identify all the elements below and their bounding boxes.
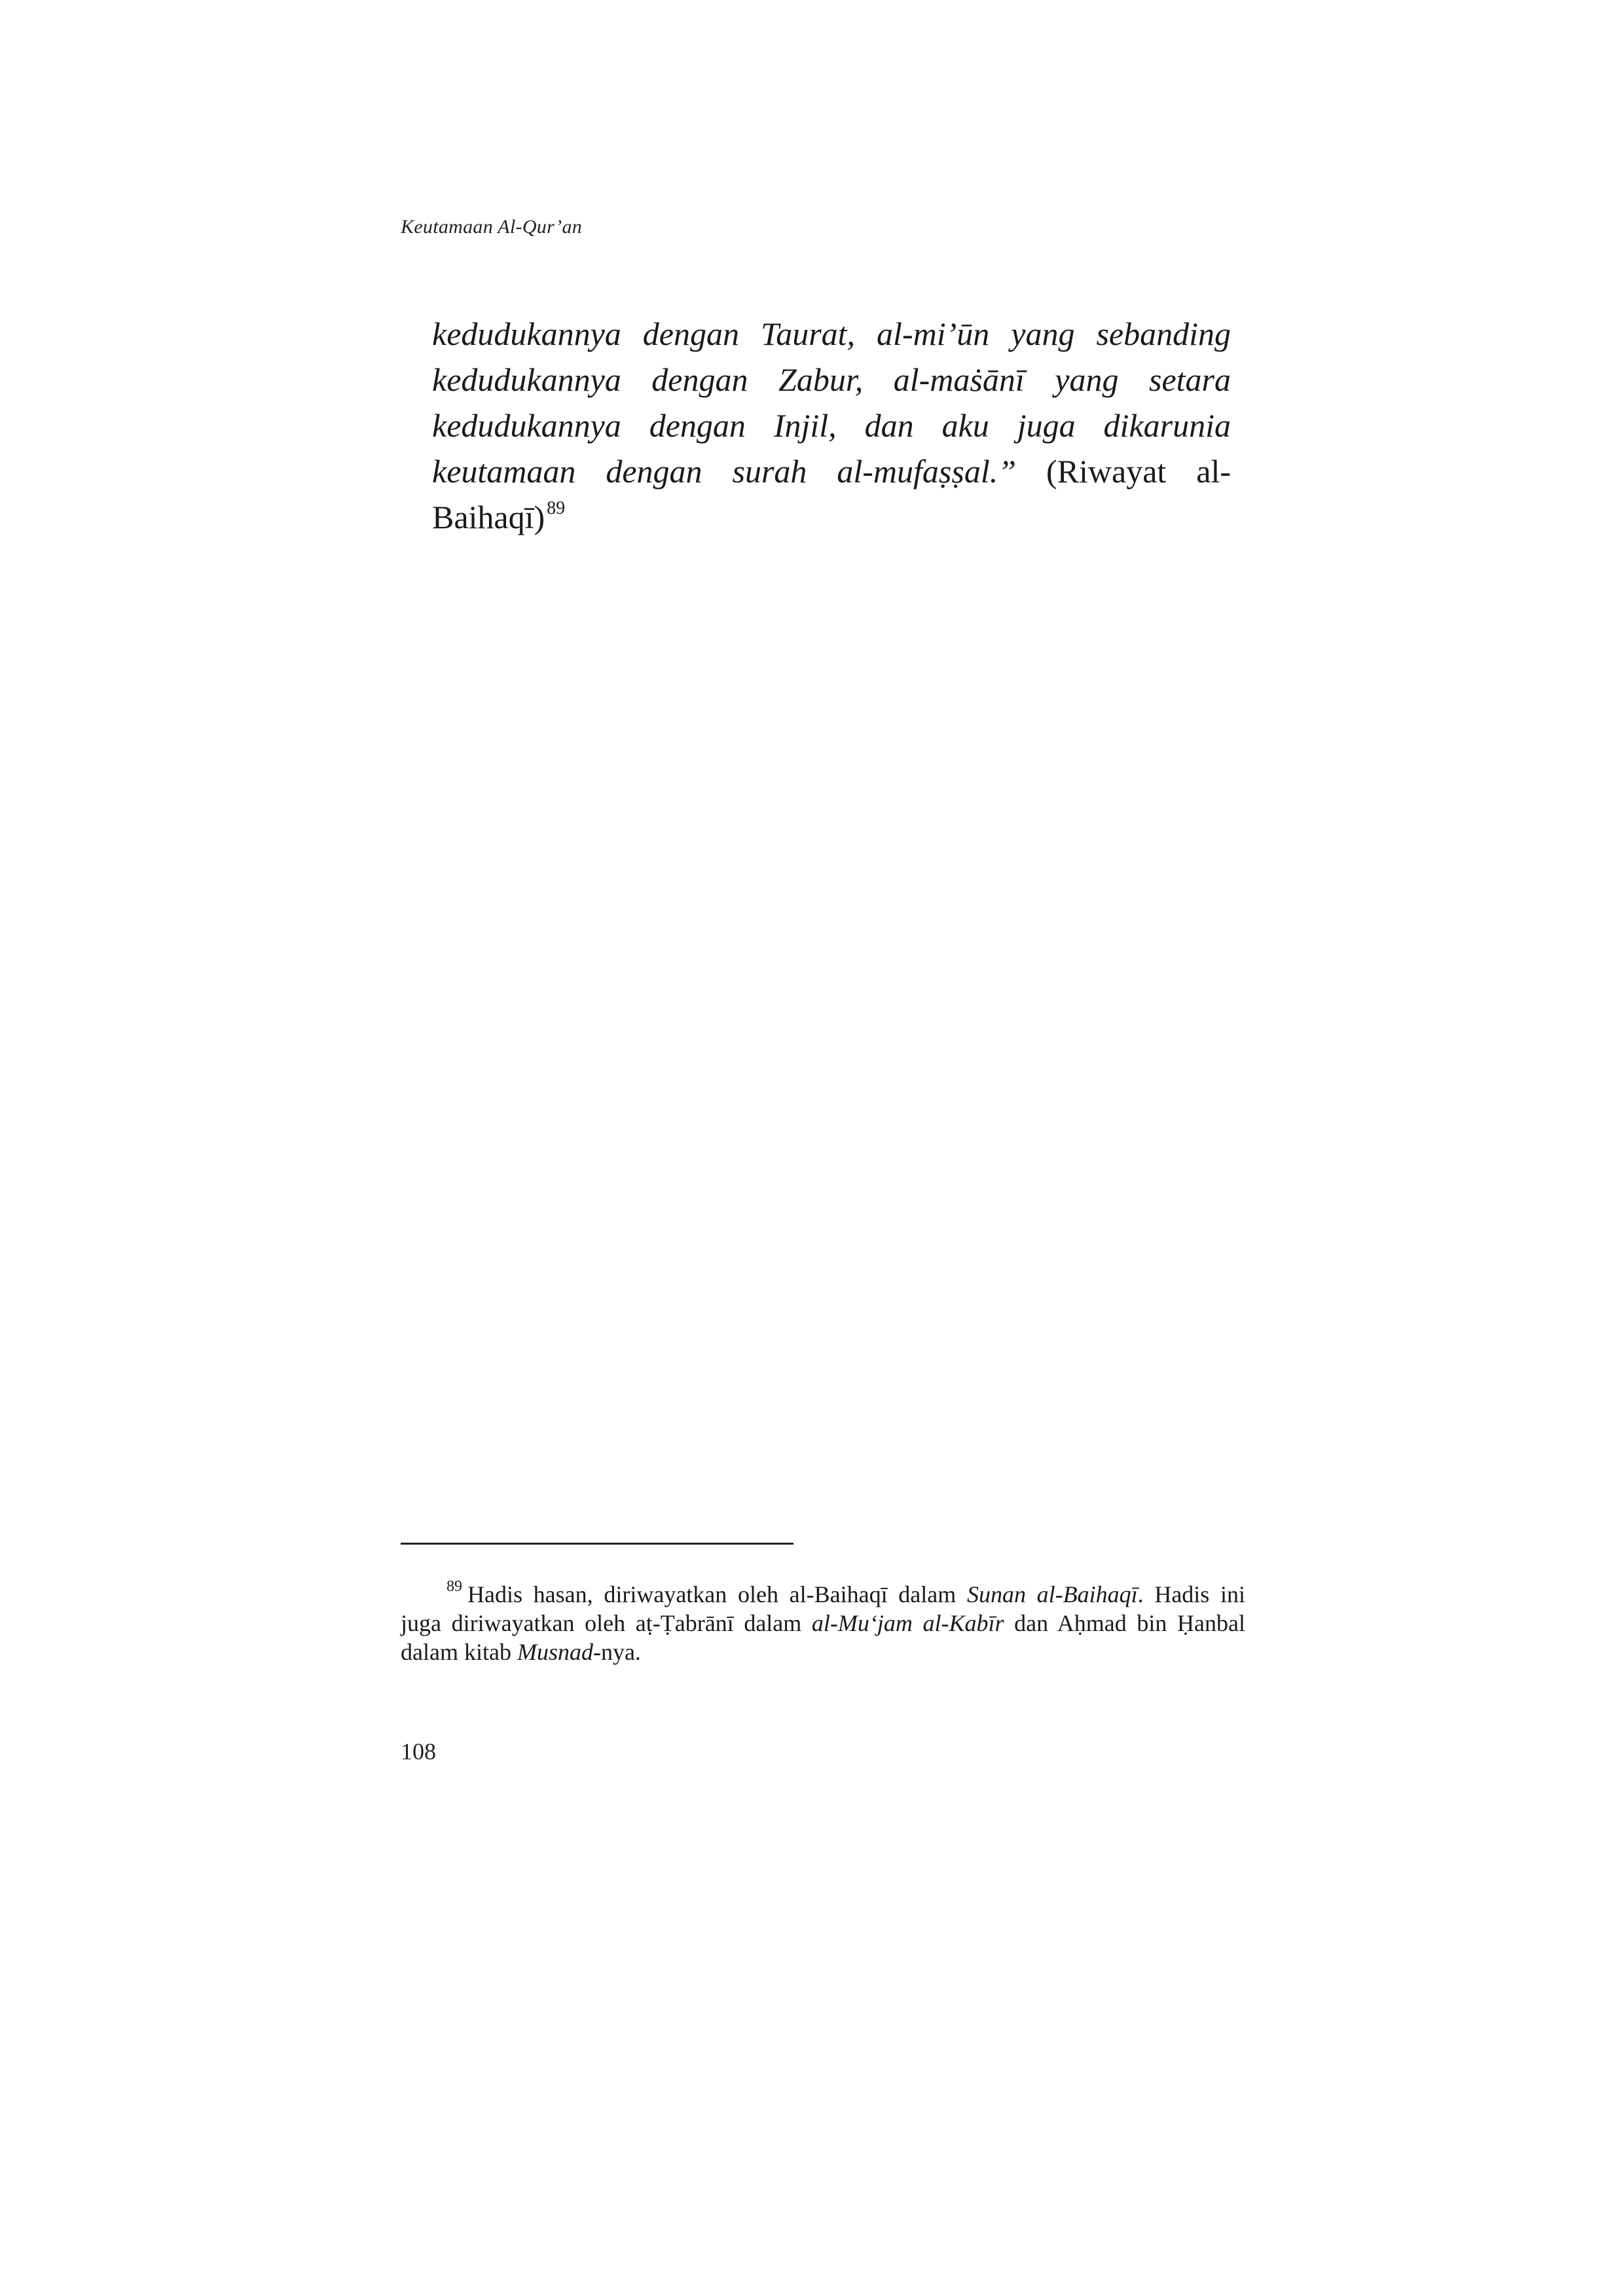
footnote-title-sunan: Sunan al-Baihaqī (966, 1581, 1138, 1607)
footnote-title-musnad: Musnad (517, 1639, 593, 1665)
hadith-attribution: (Riwayat al-Baihaqī) (432, 453, 1231, 535)
footnote-reference[interactable]: 89 (547, 498, 566, 519)
running-head: Keutamaan Al-Qur’an (401, 216, 583, 238)
footnote-text-3: dan Aḥmad bin Ḥanbal dalam kitab (401, 1610, 1246, 1665)
hadith-quote: kedudukannya dengan Taurat, al-mi’ūn yang sebanding kedudukannya dengan Zabur, al-maṡānī yang setara kedudukannya dengan Injil, dan aku juga dikarunia keutamaan dengan surah al-mufaṣṣal.” (432, 315, 1231, 490)
footnote-separator (401, 1543, 793, 1545)
body-paragraph (432, 311, 1231, 540)
footnote-text-1: Hadis hasan, diriwayatkan oleh al-Baihaqī dalam (467, 1581, 967, 1607)
footnote-title-mujam: al-Mu‘jam al-Kabīr (811, 1610, 1004, 1636)
page-number: 108 (401, 1738, 436, 1765)
footnote-number: 89 (447, 1578, 462, 1595)
footnote-text-2: . Hadis ini juga diriwayatkan oleh aṭ-Ṭabrānī dalam (401, 1581, 1246, 1636)
footnote (401, 1580, 1245, 1666)
footnote-text-4: -nya. (593, 1639, 641, 1665)
